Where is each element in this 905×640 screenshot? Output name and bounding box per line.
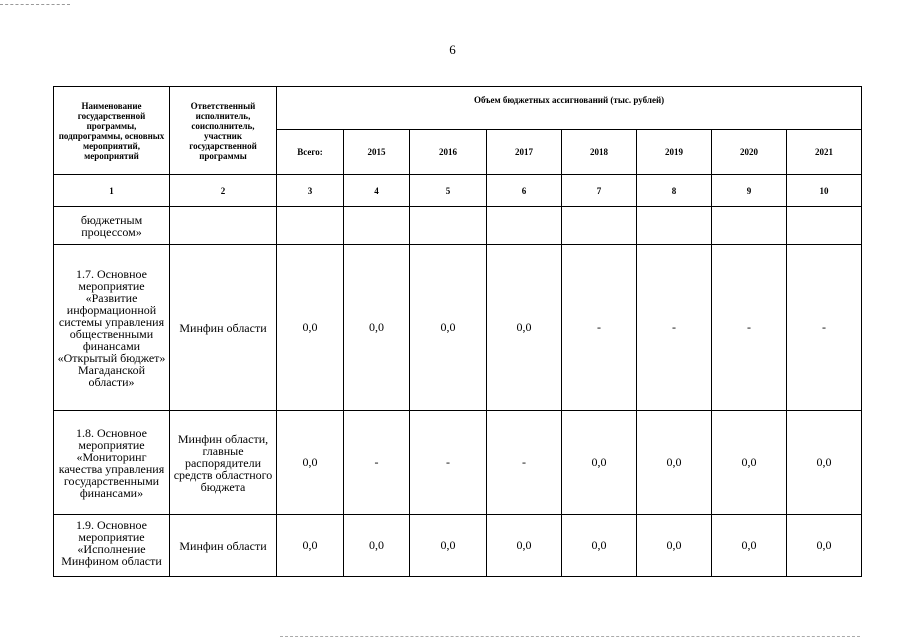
row-value: 0,0 (562, 515, 637, 577)
row-value: - (712, 245, 787, 411)
table-row (54, 245, 862, 411)
row-responsible: Минфин области, главные распорядители средств областного бюджета (170, 411, 277, 515)
row-value: 0,0 (637, 515, 712, 577)
column-number: 4 (344, 175, 410, 207)
row-responsible: Минфин области (170, 245, 277, 411)
header-row-1 (54, 87, 862, 130)
row-value (637, 207, 712, 245)
header-year-2021: 2021 (787, 130, 862, 175)
column-number: 5 (410, 175, 487, 207)
column-number: 7 (562, 175, 637, 207)
header-year-2015: 2015 (344, 130, 410, 175)
row-value (712, 207, 787, 245)
row-value: 0,0 (487, 245, 562, 411)
row-value: - (344, 411, 410, 515)
row-value: 0,0 (277, 245, 344, 411)
row-value: - (487, 411, 562, 515)
row-value (787, 207, 862, 245)
header-name: Наименование государственной программы, подпрограммы, основных мероприятий, мероприятий (54, 87, 170, 175)
header-year-2017: 2017 (487, 130, 562, 175)
header-year-2016: 2016 (410, 130, 487, 175)
header-year-2018: 2018 (562, 130, 637, 175)
row-value: 0,0 (410, 515, 487, 577)
header-responsible: Ответственный исполнитель, соисполнитель, участник государственной программы (170, 87, 277, 175)
column-number: 8 (637, 175, 712, 207)
row-value: 0,0 (344, 245, 410, 411)
header-budget-title: Объем бюджетных ассигнований (тыс. рублей) (277, 87, 862, 130)
budget-table (53, 86, 862, 577)
row-value: 0,0 (487, 515, 562, 577)
row-value: - (410, 411, 487, 515)
row-name: 1.7. Основное мероприятие «Развитие информационной системы управления общественными финансами «Открытый бюджет» Магаданской области» (54, 245, 170, 411)
page-number: 6 (449, 42, 456, 57)
row-value: 0,0 (344, 515, 410, 577)
row-value: - (637, 245, 712, 411)
table-row (54, 207, 862, 245)
column-number: 10 (787, 175, 862, 207)
row-value: - (787, 245, 862, 411)
header-year-total: Всего: (277, 130, 344, 175)
row-value (487, 207, 562, 245)
row-responsible: Минфин области (170, 515, 277, 577)
row-value: 0,0 (562, 411, 637, 515)
row-value: 0,0 (410, 245, 487, 411)
row-value: 0,0 (787, 411, 862, 515)
row-value: - (562, 245, 637, 411)
row-value: 0,0 (712, 411, 787, 515)
table-row (54, 515, 862, 577)
row-value (277, 207, 344, 245)
row-value: 0,0 (637, 411, 712, 515)
row-value: 0,0 (277, 411, 344, 515)
column-number: 6 (487, 175, 562, 207)
scan-artifact-bottom (280, 636, 860, 637)
column-number-row (54, 175, 862, 207)
column-number: 3 (277, 175, 344, 207)
header-year-2019: 2019 (637, 130, 712, 175)
row-name: 1.8. Основное мероприятие «Мониторинг качества управления государственными финансами» (54, 411, 170, 515)
row-name: бюджетным процессом» (54, 207, 170, 245)
column-number: 1 (54, 175, 170, 207)
column-number: 9 (712, 175, 787, 207)
row-value: 0,0 (277, 515, 344, 577)
row-value (344, 207, 410, 245)
header-year-2020: 2020 (712, 130, 787, 175)
row-responsible (170, 207, 277, 245)
row-value: 0,0 (712, 515, 787, 577)
row-name: 1.9. Основное мероприятие «Исполнение Минфином области (54, 515, 170, 577)
column-number: 2 (170, 175, 277, 207)
row-value: 0,0 (787, 515, 862, 577)
scan-artifact-top (0, 4, 70, 5)
table-row (54, 411, 862, 515)
row-value (562, 207, 637, 245)
row-value (410, 207, 487, 245)
